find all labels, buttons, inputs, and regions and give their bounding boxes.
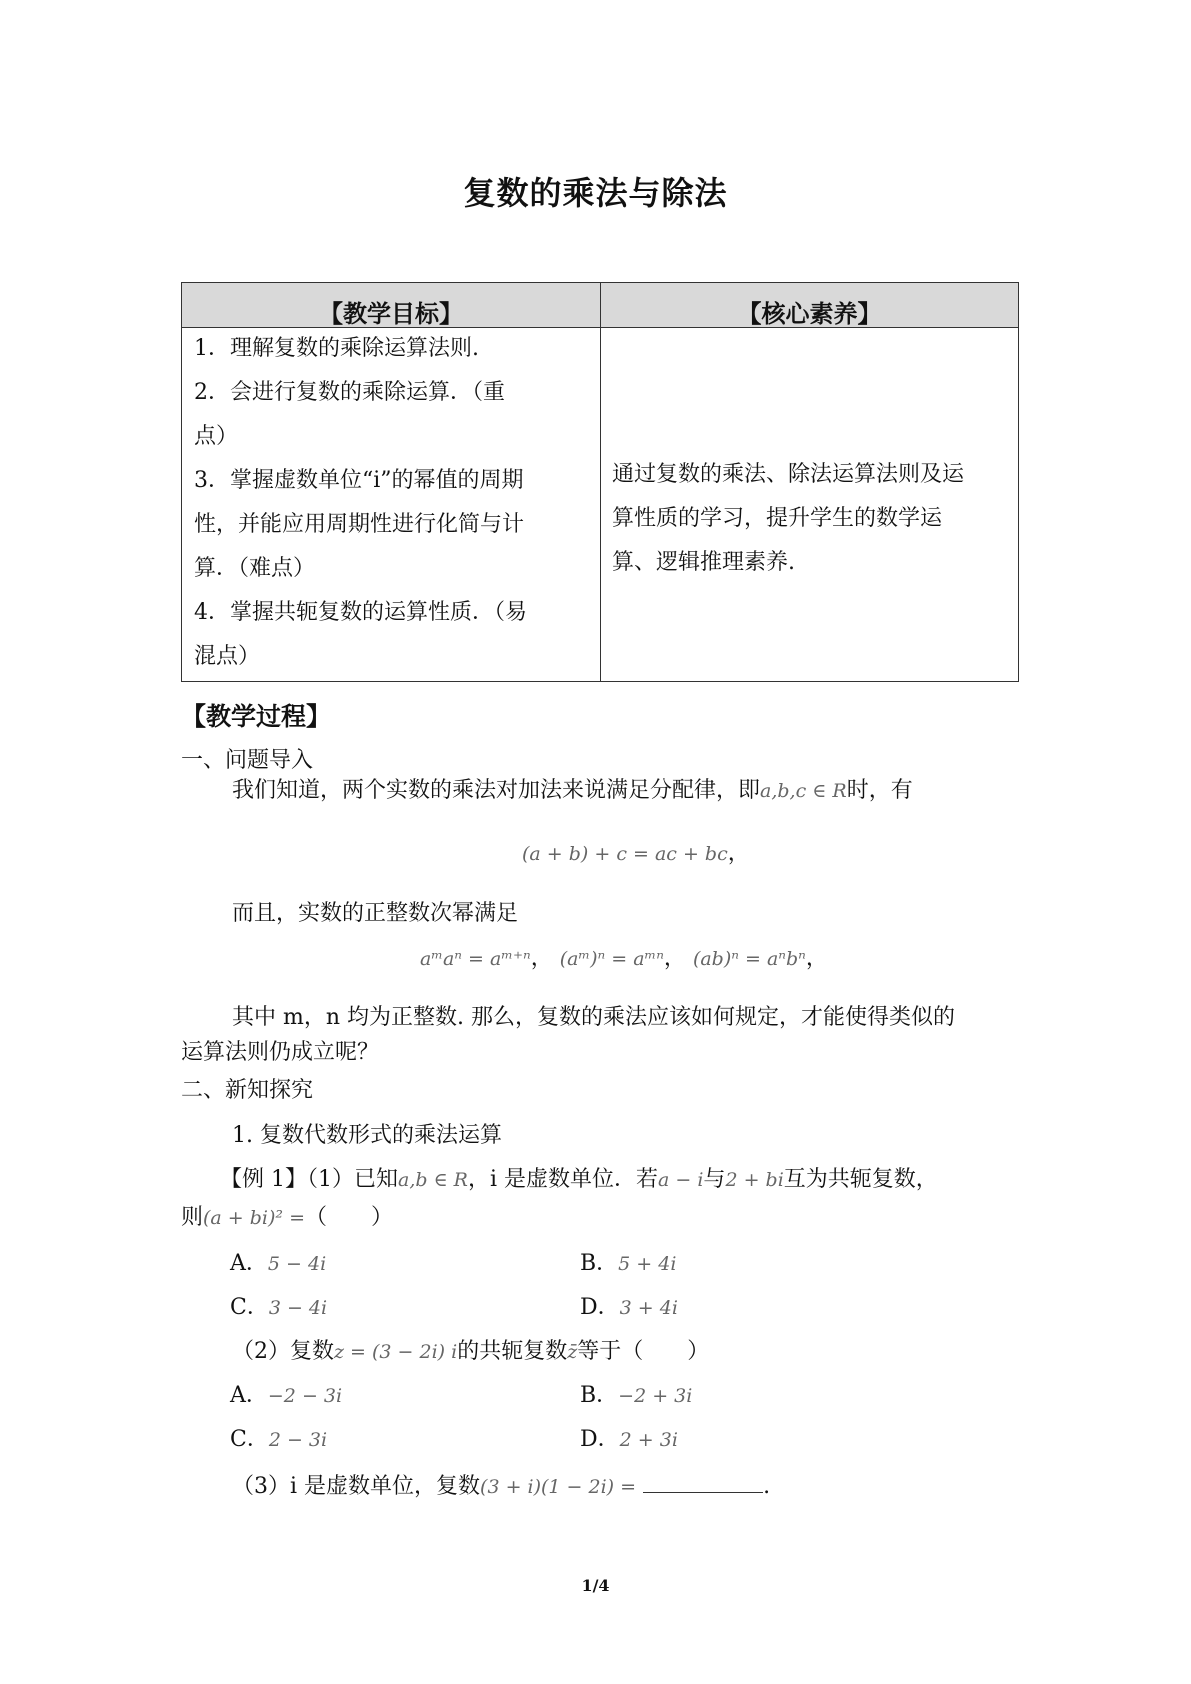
header-core-literacy: 【核心素养】: [737, 300, 882, 327]
choice-d: [580, 1424, 678, 1456]
punct: ，: [805, 946, 828, 971]
formula: aᵐaⁿ = aᵐ⁺ⁿ: [420, 948, 531, 970]
example-1-line1: [220, 1164, 938, 1196]
column-divider: [600, 283, 601, 681]
choice-label: C．: [230, 1427, 269, 1452]
choice-b: [580, 1380, 692, 1412]
answer-blank[interactable]: [643, 1470, 763, 1493]
formula: z̄: [567, 1341, 578, 1363]
literacy-line: 通过复数的乘法、除法运算法则及运: [612, 462, 965, 487]
formula: 2 + bi: [725, 1169, 784, 1191]
text: （2）复数: [232, 1339, 334, 1364]
choice-a: [230, 1380, 342, 1412]
formula: a,b,c ∈ R: [760, 780, 847, 802]
choice-c: [230, 1424, 327, 1456]
punct: .: [763, 1474, 771, 1499]
choice-d: [580, 1292, 678, 1324]
punct: ，: [727, 841, 750, 866]
text: 我们知道，两个实数的乘法对加法来说满足分配律，即: [232, 778, 761, 803]
formula-distributive: [522, 838, 750, 870]
text: （3）i 是虚数单位，复数: [232, 1474, 481, 1499]
choice-value: 2 + 3i: [619, 1429, 678, 1451]
choice-label: D．: [580, 1295, 620, 1320]
example-1-line2: [181, 1202, 393, 1234]
formula: (a + bi)² =: [203, 1207, 305, 1229]
text: 与: [703, 1167, 726, 1192]
formula: a − i: [658, 1169, 704, 1191]
formula: (ab)ⁿ = aⁿbⁿ: [692, 948, 806, 970]
choice-value: 5 − 4i: [267, 1253, 327, 1275]
choice-label: B．: [580, 1383, 619, 1408]
punct: ，: [663, 946, 686, 971]
literacy-line: 算、逻辑推理素养.: [612, 550, 795, 575]
choice-label: B．: [580, 1251, 619, 1276]
goal-line: 1．理解复数的乘除运算法则.: [194, 336, 479, 361]
goal-line: 4．掌握共轭复数的运算性质．（易: [194, 600, 527, 625]
formula: (aᵐ)ⁿ = aᵐⁿ: [559, 948, 664, 970]
text: 则: [181, 1205, 204, 1230]
goal-line: 性，并能应用周期性进行化简与计: [194, 512, 525, 537]
objectives-table: [181, 282, 1019, 682]
formula-power-rules: [420, 943, 828, 975]
choice-a: [230, 1248, 326, 1280]
punct: ，: [530, 946, 553, 971]
choice-label: D．: [580, 1427, 620, 1452]
goals-cell: [194, 327, 594, 679]
choice-value: −2 − 3i: [267, 1385, 343, 1407]
subsection-multiplication: 1. 复数代数形式的乘法运算: [232, 1123, 502, 1148]
formula: z = (3 − 2i) i: [334, 1341, 458, 1363]
goal-line: 2．会进行复数的乘除运算．（重: [194, 380, 505, 405]
choice-value: −2 + 3i: [618, 1385, 693, 1407]
formula: a,b ∈ R: [398, 1169, 468, 1191]
section-heading-new-knowledge: 二、新知探究: [181, 1078, 314, 1103]
page-number: 1/4: [581, 1576, 610, 1595]
header-teaching-goals: 【教学目标】: [319, 300, 463, 327]
text: 【例 1】（1）已知: [220, 1167, 398, 1192]
goal-line: 混点）: [194, 644, 261, 669]
section-heading-process: 【教学过程】: [181, 702, 332, 731]
text: 互为共轭复数，: [783, 1167, 938, 1192]
goal-line: 点）: [194, 424, 239, 449]
choice-c: [230, 1292, 327, 1324]
intro-paragraph-1: [232, 775, 913, 807]
formula: (3 + i)(1 − 2i) =: [480, 1476, 637, 1498]
choice-label: C．: [230, 1295, 269, 1320]
literacy-line: 算性质的学习，提升学生的数学运: [612, 506, 943, 531]
text: 的共轭复数: [457, 1339, 568, 1364]
intro-paragraph-3-line1: 其中 m，n 均为正整数. 那么，复数的乘法应该如何规定，才能使得类似的: [232, 1005, 956, 1030]
choice-label: A．: [230, 1251, 268, 1276]
choice-label: A．: [230, 1383, 268, 1408]
page-title: 复数的乘法与除法: [463, 174, 728, 212]
text: （ ）: [304, 1205, 393, 1230]
choice-value: 5 + 4i: [618, 1253, 677, 1275]
formula: (a + b) + c = ac + bc: [522, 843, 728, 865]
example-3: [232, 1470, 770, 1503]
choice-value: 2 − 3i: [268, 1429, 328, 1451]
intro-paragraph-3-line2: 运算法则仍成立呢？: [181, 1040, 380, 1065]
literacy-cell: [612, 453, 1012, 585]
choice-value: 3 + 4i: [619, 1297, 678, 1319]
goal-line: 3．掌握虚数单位“i”的幂值的周期: [194, 468, 524, 493]
choice-b: [580, 1248, 676, 1280]
goal-line: 算．（难点）: [194, 556, 316, 581]
section-heading-intro: 一、问题导入: [181, 748, 314, 773]
text: ，i 是虚数单位．若: [467, 1167, 659, 1192]
choice-value: 3 − 4i: [268, 1297, 328, 1319]
intro-paragraph-2: 而且，实数的正整数次幂满足: [232, 901, 519, 926]
example-2: [232, 1336, 709, 1368]
text: 等于（ ）: [577, 1339, 710, 1364]
text: 时，有: [846, 778, 913, 803]
